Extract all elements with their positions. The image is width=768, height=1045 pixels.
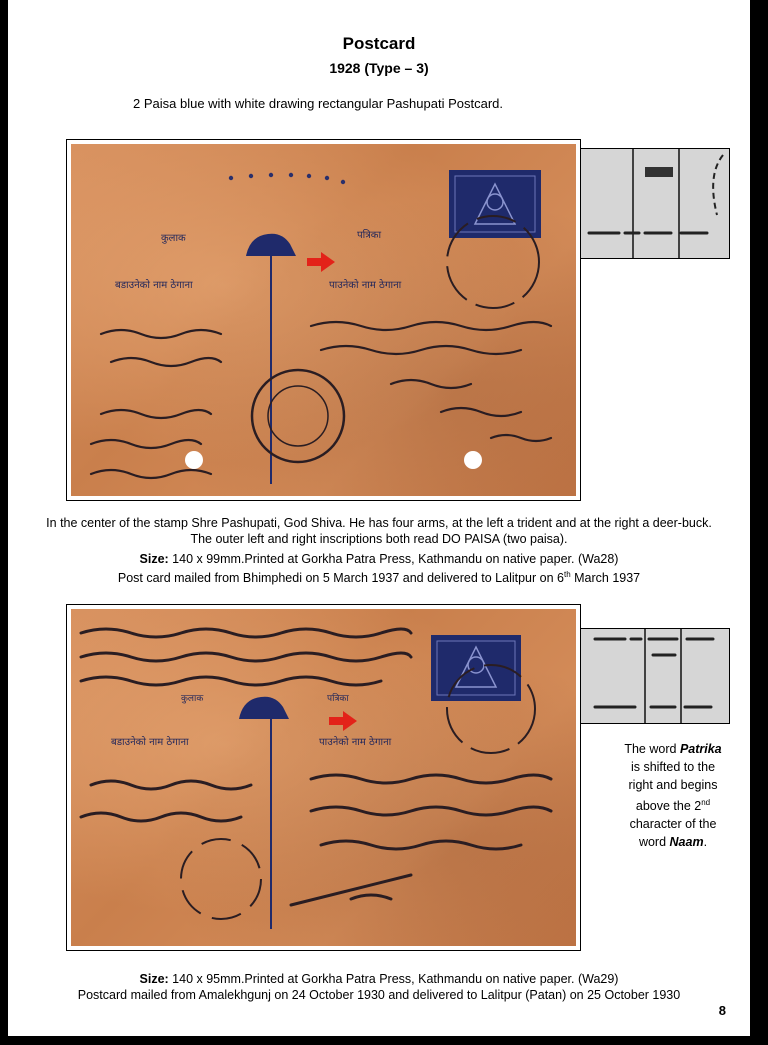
card2-address-right: पाउनेको नाम ठेगाना <box>319 737 392 748</box>
lion-crest-icon <box>239 697 289 719</box>
card1-mailed-line <box>8 567 750 586</box>
side-note-naam: Naam <box>669 835 704 850</box>
side-note-text-c: word <box>638 835 670 850</box>
card1-patrika-label: पत्रिका <box>357 230 382 241</box>
card1-size-line <box>8 551 750 567</box>
card1-size-text: 140 x 99mm.Printed at Gorkha Patra Press, Kathmandu on native paper. (Wa28) <box>168 552 619 566</box>
card2-address-left: बडाउनेको नाम ठेगाना <box>111 737 189 748</box>
postcard-2-image <box>71 609 576 946</box>
side-note <box>598 740 748 851</box>
side-note-text-a: The word <box>624 742 680 756</box>
card1-address-left: बडाउनेको नाम ठेगाना <box>115 280 193 291</box>
side-note-sup: nd <box>701 798 711 807</box>
card2-size-text: 140 x 95mm.Printed at Gorkha Patra Press, Kathmandu on native paper. (Wa29) <box>168 972 619 986</box>
card1-mailed-a: Post card mailed from Bhimphedi on 5 March 1937 and delivered to Lalitpur on 6 <box>117 571 564 586</box>
card1-mailed-sup: th <box>563 570 571 579</box>
page-title: Postcard <box>342 34 416 53</box>
side-note-line4 <box>598 794 748 815</box>
card1-size-label: Size: <box>139 552 169 566</box>
card2-mailed-line: Postcard mailed from Amalekhgunj on 24 October 1930 and delivered to Lalitpur (Patan) on 25 October 1930 <box>77 988 681 1002</box>
red-arrow-icon <box>329 711 357 731</box>
card2-patrika-label: पत्रिका <box>327 694 349 704</box>
lion-crest-icon <box>246 234 296 256</box>
red-arrow-icon <box>307 252 335 272</box>
card1-caption-line2: The outer left and right inscriptions both read DO PAISA (two paisa). <box>190 532 568 546</box>
card2-size-line <box>8 971 750 987</box>
side-note-text-b: above the 2 <box>635 799 702 814</box>
intro-text: 2 Paisa blue with white drawing rectangular Pashupati Postcard. <box>133 96 503 111</box>
card2-ko-label: कुलाक <box>181 694 204 704</box>
postcard-1-frame <box>66 139 581 501</box>
postcard-1-image <box>71 144 576 496</box>
zoom-detail-2 <box>580 628 730 724</box>
side-note-patrika: Patrika <box>679 742 722 756</box>
side-note-line2: is shifted to the <box>630 760 716 774</box>
card2-size-label: Size: <box>139 972 169 986</box>
postcard-2-frame <box>66 604 581 951</box>
card1-address-right: पाउनेको नाम ठेगाना <box>329 280 402 291</box>
side-note-text-d: . <box>703 835 708 850</box>
zoom-detail-1 <box>580 148 730 259</box>
side-note-line5: character of the <box>629 817 717 832</box>
side-note-line1 <box>598 740 748 758</box>
side-note-line6 <box>598 833 748 851</box>
page-number: 8 <box>718 1003 726 1018</box>
card1-mailed-b: March 1937 <box>570 571 641 586</box>
album-page <box>8 0 750 1036</box>
card1-caption-line1: In the center of the stamp Shre Pashupati, God Shiva. He has four arms, at the left a trident and at the right a deer-buck. <box>46 516 712 530</box>
side-note-line3: right and begins <box>628 778 718 792</box>
page-subtitle: 1928 (Type – 3) <box>329 60 429 76</box>
card1-ko-label: कुलाक <box>161 233 186 244</box>
